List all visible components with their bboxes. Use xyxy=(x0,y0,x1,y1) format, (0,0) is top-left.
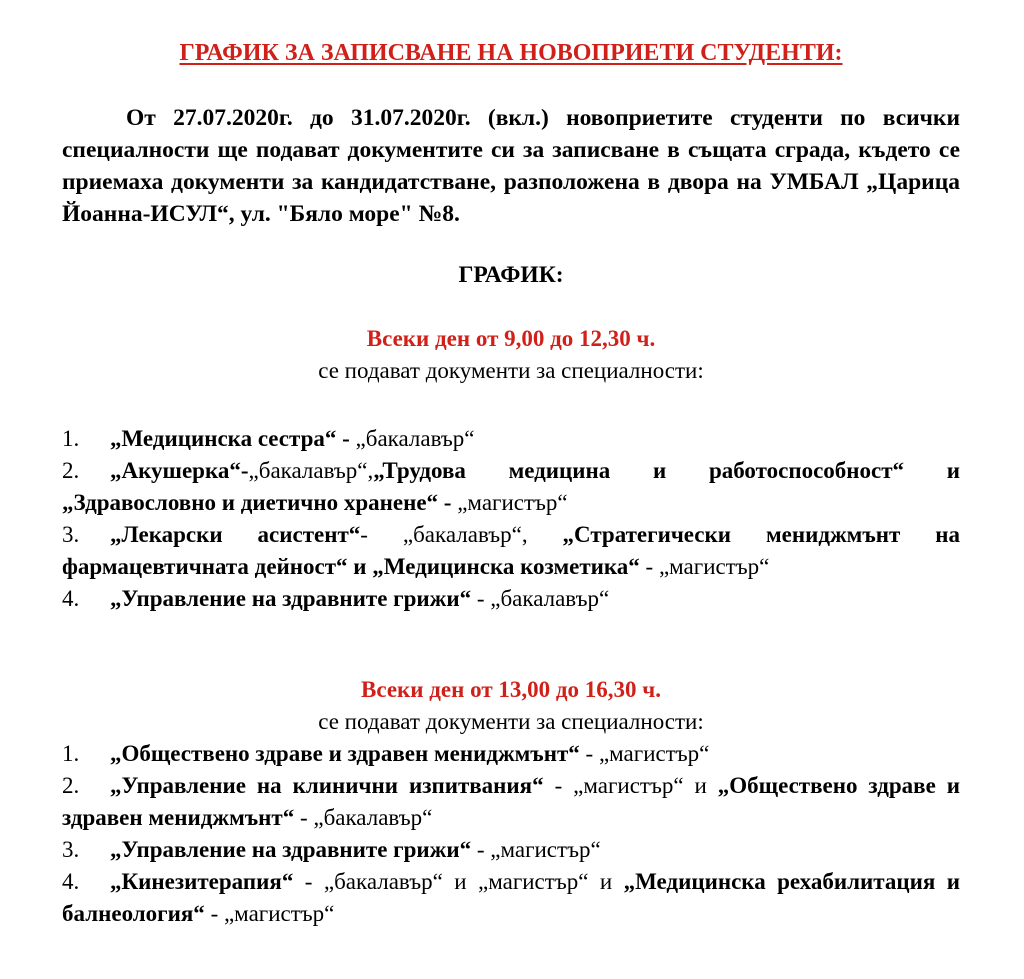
degree-label: „магистър“ xyxy=(457,490,568,515)
list-item xyxy=(62,770,960,834)
specialty-name: „Лекарски асистент“ xyxy=(110,522,361,547)
morning-slot-header xyxy=(62,323,960,387)
morning-subtitle: се подават документи за специалности: xyxy=(318,358,704,383)
intro-text: От 27.07.2020г. до 31.07.2020г. (вкл.) новоприетите студенти по всички специалности ще подават документите си за записване в същата сграда, където се приемаха документи за кандидатстване, разположена в двора на УМБАЛ „Царица Йоанна-ИСУЛ“, ул. "Бяло море" №8. xyxy=(62,105,960,227)
document-page xyxy=(62,0,960,979)
list-item-number: 2. xyxy=(62,773,80,798)
list-item-number: 1. xyxy=(62,426,80,451)
list-item-number: 1. xyxy=(62,741,80,766)
degree-label: „бакалавър“, xyxy=(248,458,374,483)
list-item xyxy=(62,834,960,866)
afternoon-list xyxy=(62,738,960,930)
list-item xyxy=(62,583,960,615)
list-item-number: 2. xyxy=(62,458,80,483)
specialty-name: „Трудова медицина и работоспособност“ и „Здравословно и диетично хранене“ - xyxy=(62,458,960,515)
degree-label: „бакалавър“ xyxy=(355,426,475,451)
specialty-name: „Медицинска рехабилитация и балнеология“ xyxy=(62,869,960,926)
afternoon-slot-header xyxy=(62,674,960,738)
schedule-heading: ГРАФИК: xyxy=(458,262,564,288)
list-item xyxy=(62,738,960,770)
specialty-name: „Управление на здравните грижи“ xyxy=(110,586,472,611)
degree-label: - „бакалавър“ xyxy=(294,805,433,830)
list-item xyxy=(62,423,960,455)
specialty-name: „Медицинска сестра“ - xyxy=(110,426,356,451)
intro-paragraph xyxy=(62,102,960,230)
specialty-name: „Обществено здраве и здравен мениджмънт“ xyxy=(62,773,961,830)
degree-label: - „магистър“ xyxy=(645,554,770,579)
list-item xyxy=(62,455,960,519)
degree-label: - „бакалавър“ xyxy=(471,586,610,611)
list-item-number: 4. xyxy=(62,869,80,894)
afternoon-subtitle: се подават документи за специалности: xyxy=(318,709,704,734)
morning-time: Всеки ден от 9,00 до 12,30 ч. xyxy=(366,326,656,351)
specialty-name: „Кинезитерапия“ xyxy=(110,869,294,894)
degree-label: - „бакалавър“ и „магистър“ и xyxy=(293,869,624,894)
degree-label: - „магистър“ xyxy=(579,741,710,766)
specialty-name: „Обществено здраве и здравен мениджмънт“ xyxy=(110,741,580,766)
degree-label: - „магистър“ xyxy=(471,837,601,862)
specialty-name: „Стратегически мениджмънт на фармацевтичната дейност“ и „Медицинска козметика“ xyxy=(62,522,960,579)
list-item xyxy=(62,519,960,583)
list-item-number: 3. xyxy=(62,837,80,862)
specialty-name: „Управление на здравните грижи“ xyxy=(110,837,472,862)
specialty-name: „Управление на клинични изпитвания“ xyxy=(110,773,544,798)
morning-list xyxy=(62,423,960,615)
degree-label: - „магистър“ xyxy=(204,901,335,926)
page-title: ГРАФИК ЗА ЗАПИСВАНЕ НА НОВОПРИЕТИ СТУДЕНТИ: xyxy=(179,40,843,66)
degree-label: - „магистър“ и xyxy=(543,773,718,798)
list-item-number: 3. xyxy=(62,522,80,547)
list-item xyxy=(62,866,960,930)
list-item-number: 4. xyxy=(62,586,80,611)
specialty-name: „Акушерка“- xyxy=(110,458,249,483)
afternoon-time: Всеки ден от 13,00 до 16,30 ч. xyxy=(361,677,661,702)
degree-label: - „бакалавър“, xyxy=(360,522,563,547)
